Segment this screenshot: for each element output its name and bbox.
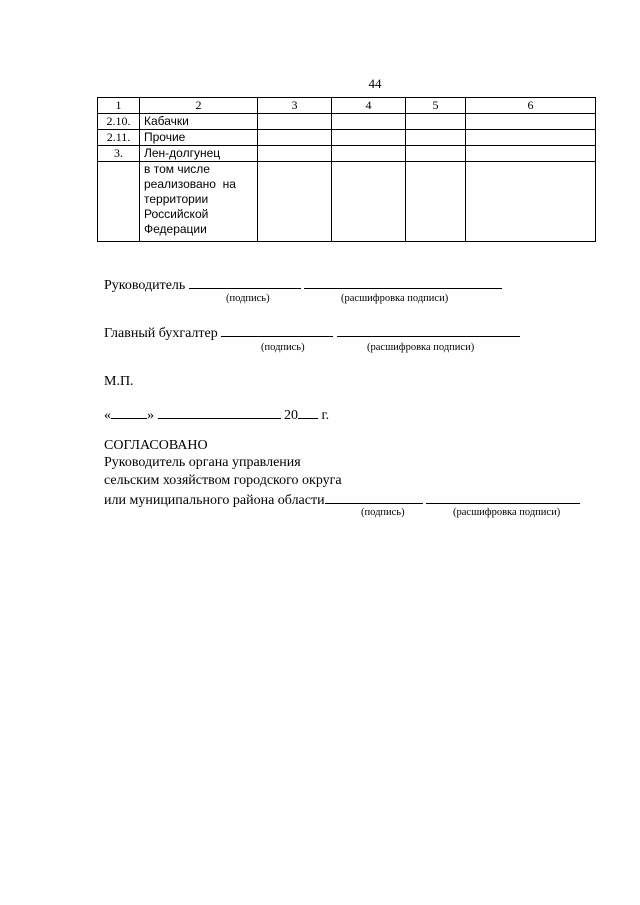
approval-line-3-text: или муниципального района области	[104, 493, 325, 508]
row-name	[140, 162, 258, 242]
table-cell	[406, 146, 466, 162]
approval-title: СОГЛАСОВАНО	[104, 438, 208, 453]
row-number: 3.	[98, 146, 140, 162]
table-header-row	[98, 98, 596, 114]
column-header: 4	[332, 98, 406, 114]
row-name-line: территории	[144, 192, 209, 206]
head-signature-line	[104, 275, 502, 294]
decode-caption: (расшифровка подписи)	[341, 293, 449, 304]
head-label: Руководитель	[104, 278, 186, 293]
approval-line-1: Руководитель органа управления	[104, 455, 301, 470]
table-cell	[258, 162, 332, 242]
row-name-line: Федерации	[144, 222, 207, 236]
table-cell	[466, 162, 596, 242]
column-header: 1	[98, 98, 140, 114]
accountant-signature-line	[104, 323, 520, 342]
decode-caption: (расшифровка подписи)	[367, 342, 475, 353]
row-name: Кабачки	[140, 114, 258, 130]
row-number: 2.10.	[98, 114, 140, 130]
year-suffix: г.	[321, 408, 330, 423]
sign-caption: (подпись)	[361, 507, 405, 518]
page-number: 44	[368, 76, 382, 91]
signature-blank[interactable]	[325, 490, 423, 504]
stamp-label: М.П.	[104, 374, 134, 389]
signature-blank[interactable]	[221, 323, 333, 337]
data-table	[97, 97, 596, 242]
row-name-line: в том числе	[144, 162, 210, 176]
open-quote: «	[104, 408, 111, 423]
row-number: 2.11.	[98, 130, 140, 146]
decode-caption: (расшифровка подписи)	[453, 507, 561, 518]
sign-caption: (подпись)	[261, 342, 305, 353]
table-cell	[258, 114, 332, 130]
year-blank[interactable]	[298, 405, 318, 419]
signature-decode-blank[interactable]	[337, 323, 520, 337]
day-blank[interactable]	[111, 405, 147, 419]
row-name-line: реализовано на	[144, 177, 236, 191]
table-row	[98, 114, 596, 130]
table-cell	[406, 130, 466, 146]
sign-caption: (подпись)	[226, 293, 270, 304]
accountant-label: Главный бухгалтер	[104, 326, 218, 341]
column-header: 2	[140, 98, 258, 114]
row-number	[98, 162, 140, 242]
table-cell	[466, 146, 596, 162]
table-cell	[332, 114, 406, 130]
table-cell	[332, 162, 406, 242]
table-cell	[258, 146, 332, 162]
table-cell	[466, 114, 596, 130]
column-header: 3	[258, 98, 332, 114]
approval-line-2: сельским хозяйством городского округа	[104, 473, 342, 488]
column-header: 6	[466, 98, 596, 114]
signature-decode-blank[interactable]	[426, 490, 580, 504]
table-cell	[332, 146, 406, 162]
month-blank[interactable]	[158, 405, 281, 419]
table-cell	[466, 130, 596, 146]
signature-decode-blank[interactable]	[304, 275, 502, 289]
row-name: Лен-долгунец	[140, 146, 258, 162]
row-name-line: Российской	[144, 207, 209, 221]
table-cell	[258, 130, 332, 146]
table-row	[98, 130, 596, 146]
date-line	[104, 405, 329, 424]
column-header: 5	[406, 98, 466, 114]
table-cell	[406, 162, 466, 242]
row-name: Прочие	[140, 130, 258, 146]
signature-blank[interactable]	[189, 275, 301, 289]
table-cell	[332, 130, 406, 146]
table-cell	[406, 114, 466, 130]
table-row	[98, 162, 596, 242]
close-quote: »	[147, 408, 154, 423]
year-prefix: 20	[284, 408, 298, 423]
table-row	[98, 146, 596, 162]
